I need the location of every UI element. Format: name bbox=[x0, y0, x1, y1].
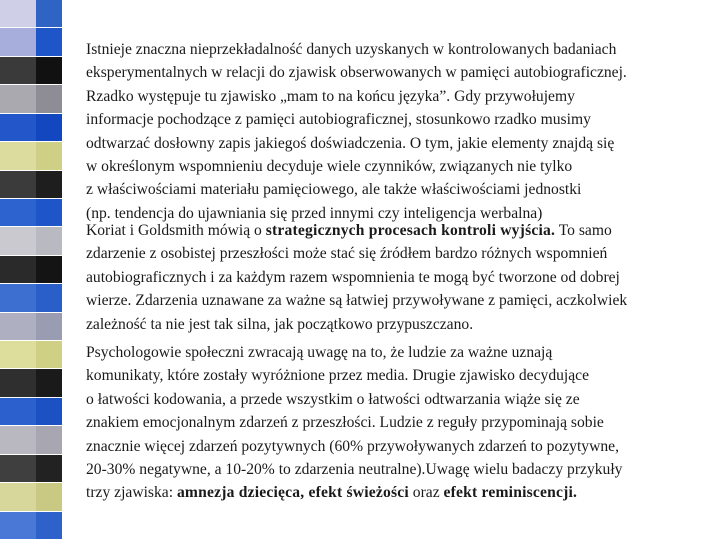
stripe-block-edge bbox=[36, 284, 62, 311]
stripe-block-edge bbox=[36, 483, 62, 510]
text-line: autobiograficznych i za każdym razem wspomnienia te mogą być tworzone od dobrej bbox=[86, 268, 620, 286]
text-line: znakiem emocjonalnym zdarzeń z przeszłości. Ludzie z reguły przypominają sobie bbox=[86, 414, 604, 432]
stripe-block bbox=[0, 341, 62, 369]
decorative-stripe bbox=[0, 0, 62, 540]
stripe-block bbox=[0, 426, 62, 454]
stripe-block bbox=[0, 57, 62, 85]
bold-term: amnezja dziecięca, efekt świeżości bbox=[176, 484, 409, 502]
text-line: (np. tendencja do ujawniania się przed innymi czy inteligencja werbalna) bbox=[86, 204, 543, 222]
stripe-block bbox=[0, 142, 62, 170]
stripe-block-edge bbox=[36, 256, 62, 283]
text-segment: oraz bbox=[408, 484, 444, 502]
text-line: w określonym wspomnieniu decyduje wiele czynników, związanych nie tylko bbox=[86, 158, 573, 176]
stripe-block bbox=[0, 85, 62, 113]
text-line: Rzadko występuje tu zjawisko „mam to na końcu języka”. Gdy przywołujemy bbox=[86, 87, 575, 105]
stripe-block bbox=[0, 227, 62, 255]
stripe-block-edge bbox=[36, 142, 62, 169]
text-segment: To samo bbox=[555, 222, 612, 239]
text-line: komunikaty, które zostały wyróżnione przez media. Drugie zjawisko decydujące bbox=[86, 367, 590, 385]
text-line: informacje pochodzące z pamięci autobiograficznej, stosunkowo rzadko musimy bbox=[86, 111, 591, 129]
text-line: eksperymentalnych w relacji do zjawisk obserwowanych w pamięci autobiograficznej. bbox=[86, 64, 627, 82]
stripe-block-edge bbox=[36, 227, 62, 254]
text-segment: trzy zjawiska: bbox=[86, 484, 177, 502]
paragraph-1 bbox=[86, 38, 716, 225]
stripe-block bbox=[0, 313, 62, 341]
stripe-block-edge bbox=[36, 455, 62, 482]
text-line: wierze. Zdarzenia uznawane za ważne są łatwiej przywoływane z pamięci, aczkolwiek bbox=[86, 292, 628, 310]
text-segment: Koriat i Goldsmith mówią o bbox=[86, 222, 266, 239]
stripe-block-edge bbox=[36, 199, 62, 226]
stripe-block-edge bbox=[36, 171, 62, 198]
stripe-block-edge bbox=[36, 398, 62, 425]
stripe-block bbox=[0, 0, 62, 28]
text-line bbox=[86, 219, 716, 242]
stripe-block-edge bbox=[36, 114, 62, 141]
bold-term: strategicznych procesach kontroli wyjścia. bbox=[265, 222, 556, 239]
stripe-block bbox=[0, 114, 62, 142]
stripe-block bbox=[0, 199, 62, 227]
text-line: Istnieje znaczna nieprzekładalność danych uzyskanych w kontrolowanych badaniach bbox=[86, 41, 617, 58]
stripe-block bbox=[0, 369, 62, 397]
stripe-block-edge bbox=[36, 0, 62, 27]
stripe-block-edge bbox=[36, 85, 62, 112]
stripe-block bbox=[0, 28, 62, 56]
stripe-block-edge bbox=[36, 341, 62, 368]
stripe-block bbox=[0, 455, 62, 483]
stripe-block-edge bbox=[36, 512, 62, 539]
text-line: odtwarzać dosłowny zapis jakiegoś doświadczenia. O tym, jakie elementy znajdą się bbox=[86, 134, 615, 152]
stripe-block-edge bbox=[36, 57, 62, 84]
stripe-block bbox=[0, 171, 62, 199]
stripe-block bbox=[0, 512, 62, 540]
text-line: z właściwościami materiału pamięciowego, ale także właściwościami jednostki bbox=[86, 181, 582, 199]
text-line: zależność ta nie jest tak silna, jak początkowo przypuszczano. bbox=[86, 315, 474, 333]
text-line: zdarzenie z osobistej przeszłości może stać się źródłem bardzo różnych wspomnień bbox=[86, 245, 608, 263]
stripe-block bbox=[0, 256, 62, 284]
stripe-block bbox=[0, 483, 62, 511]
paragraph-3 bbox=[86, 341, 716, 505]
stripe-block-edge bbox=[36, 28, 62, 55]
text-line: Psychologowie społeczni zwracają uwagę na to, że ludzie za ważne uznają bbox=[86, 344, 553, 361]
text-line: o łatwości kodowania, a przede wszystkim o łatwości odtwarzania wiąże się ze bbox=[86, 390, 580, 408]
text-line: 20-30% negatywne, a 10-20% to zdarzenia neutralne).Uwagę wielu badaczy przykuły bbox=[86, 461, 623, 479]
text-line: znacznie więcej zdarzeń pozytywnych (60% przywoływanych zdarzeń to pozytywne, bbox=[86, 437, 619, 455]
stripe-block-edge bbox=[36, 313, 62, 340]
stripe-block-edge bbox=[36, 369, 62, 396]
stripe-block-edge bbox=[36, 426, 62, 453]
paragraph-2 bbox=[86, 219, 716, 336]
stripe-block bbox=[0, 284, 62, 312]
stripe-block bbox=[0, 398, 62, 426]
text-line bbox=[86, 481, 716, 504]
bold-term: efekt reminiscencji. bbox=[443, 484, 578, 502]
